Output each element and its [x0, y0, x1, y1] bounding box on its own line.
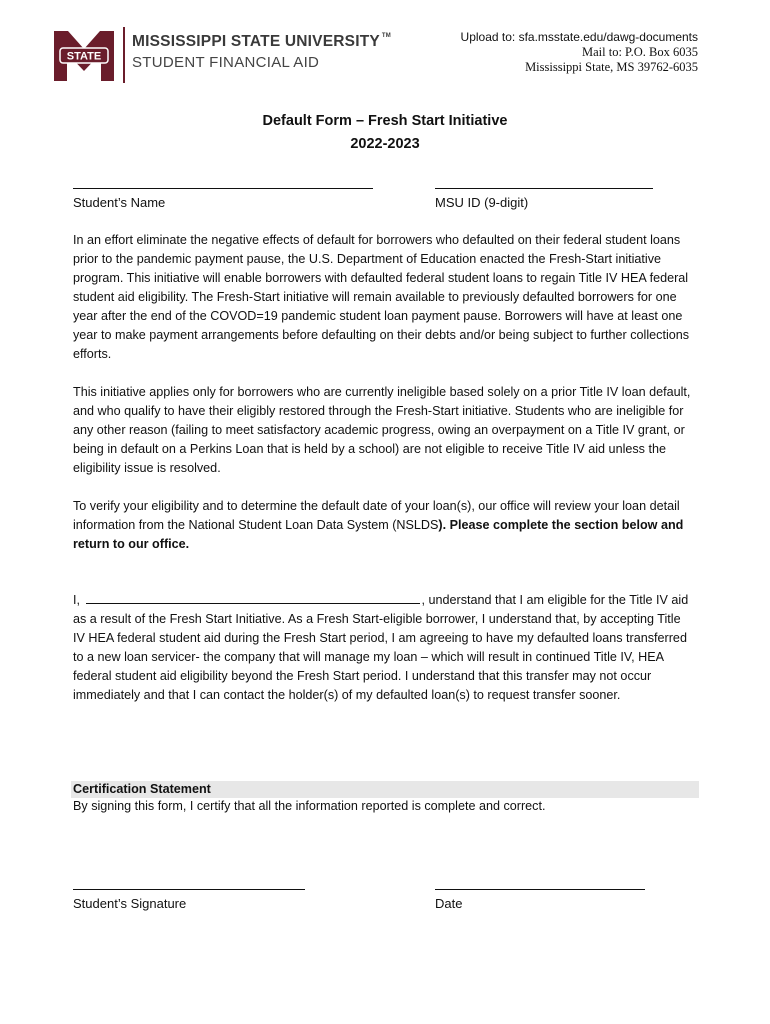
msu-m-logo-icon — [54, 31, 114, 81]
logo-divider — [123, 27, 125, 83]
signature-field[interactable] — [73, 889, 305, 890]
mail-line: Mail to: P.O. Box 6035 — [582, 45, 698, 59]
student-name-label: Student’s Name — [73, 195, 166, 210]
msu-logo — [54, 27, 391, 83]
mailing-info — [461, 30, 698, 75]
acknowledgement-paragraph: I, , understand that I am eligible for the Title IV aid as a result of the Fresh Start Initiative. As a Fresh Start-eligible borrower, I understand that, by accepting Title IV HEA federal student aid during the Fresh Start period, I am agreeing to have my defaulted loans transferred to a new loan servicer- the company that will manage my loan – which will result in continued Title IV, HEA federal student aid eligibility beyond the Fresh Start period. I understand that this transfer may not occur immediately and that I can contact the holder(s) of my defaulted loan(s) to request transfer sooner. — [73, 593, 689, 702]
student-name-field[interactable] — [73, 188, 373, 189]
eligibility-paragraph: This initiative applies only for borrowers who are currently ineligible based solely on a prior Title IV loan default, and who qualify to have their eligibly restored through the Fresh-Start initiative. Students who are ineligible for any other reason (failing to meet satisfactory academic progress, owing an overpayment on a Title IV grant, or being in default on a Perkins Loan that is held by a school) are not eligible to receive Title IV aid unless the eligibility issue is resolved. — [73, 385, 691, 475]
date-label: Date — [435, 896, 463, 911]
university-name: MISSISSIPPI STATE UNIVERSITY ™ — [132, 33, 391, 50]
verification-paragraph — [73, 497, 695, 554]
borrower-name-field[interactable] — [86, 591, 420, 604]
city-line: Mississippi State, MS 39762-6035 — [525, 60, 698, 74]
upload-line: Upload to: sfa.msstate.edu/dawg-documents — [460, 30, 698, 44]
certification-heading: Certification Statement — [71, 781, 699, 798]
msu-id-field[interactable] — [435, 188, 653, 189]
msu-id-label: MSU ID (9-digit) — [435, 195, 529, 210]
logo-badge-text: STATE — [66, 50, 102, 63]
trademark: TM — [381, 33, 391, 39]
date-field[interactable] — [435, 889, 645, 890]
signature-label: Student’s Signature — [73, 896, 187, 911]
form-title: Default Form – Fresh Start Initiative — [262, 113, 508, 129]
verification-instruction: ). Please complete the section below and return to our office. — [73, 518, 684, 551]
verification-text: To verify your eligibility and to determine the default date of your loan(s), our office will review your loan detail information from the National Student Loan Data System (NSLDS — [73, 499, 680, 532]
intro-paragraph: In an effort eliminate the negative effects of default for borrowers who defaulted on their federal student loans prior to the pandemic payment pause, the U.S. Department of Education enacted the Fresh-Start initiative program. This initiative will enable borrowers with defaulted federal student loans to regain Title IV HEA federal student aid eligibility. The Fresh-Start initiative will remain available to previously defaulted borrowers for one year after the end of the COVOD=19 pandemic student loan payment pause. Borrowers will have at least one year to make payment arrangements before defaulting on their debts and/or being subject to further collections efforts. — [73, 233, 690, 361]
certification-text: By signing this form, I certify that all the information reported is complete and correct. — [73, 799, 546, 813]
department-name: STUDENT FINANCIAL AID — [132, 54, 320, 71]
form-year: 2022-2023 — [350, 136, 420, 152]
